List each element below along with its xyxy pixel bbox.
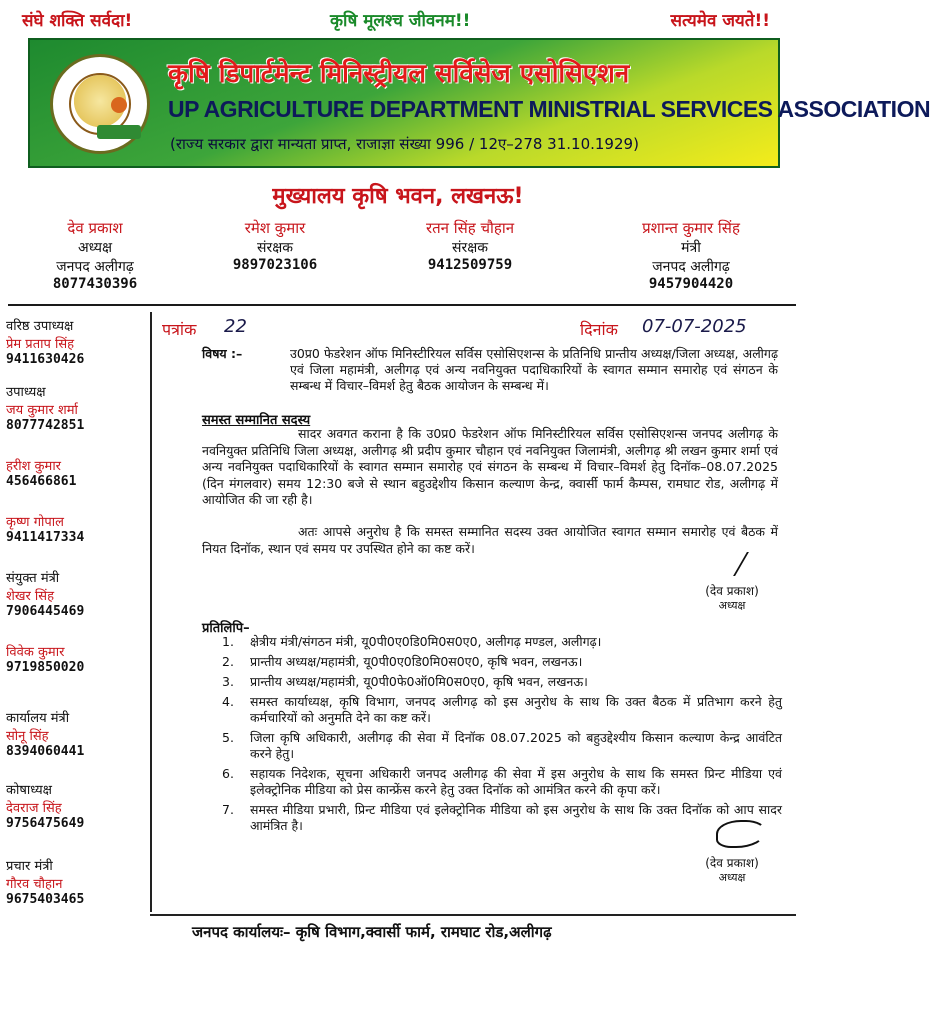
list-number: 4.: [222, 694, 234, 709]
officer-phone: 9457904420: [648, 276, 734, 292]
list-number: 2.: [222, 654, 234, 669]
association-name-hindi: कृषि डिपार्टमेन्ट मिनिस्ट्रीयल सर्विसेज एसोसिएशन: [168, 59, 630, 89]
sidebar-item: [6, 856, 150, 907]
list-item: [222, 634, 782, 650]
officer-name: देव प्रकाश: [67, 219, 123, 237]
sidebar-name: देवराज सिंह: [6, 801, 62, 816]
body-paragraph-2: अतः आपसे अनुरोध है कि समस्त सम्मानित सदस्य उक्त आयोजित स्वागत सम्मान समारोह एवं बैठक में नियत दिनॉक, स्थान एवं समय पर उपस्थित होने का कष्ट करें।: [202, 524, 778, 556]
officers-row: [20, 218, 780, 300]
reference-number: 22: [224, 316, 247, 337]
sidebar-item: [6, 512, 150, 545]
top-mottos: [0, 8, 796, 38]
list-number: 3.: [222, 674, 234, 689]
office-bearers-sidebar: [0, 312, 152, 912]
sidebar-name: शेखर सिंह: [6, 589, 54, 604]
sidebar-item: [6, 642, 150, 675]
sidebar-role: कार्यालय मंत्री: [6, 711, 70, 726]
sidebar-item: [6, 568, 150, 619]
motto-right: सत्यमेव जयते!!: [670, 11, 770, 31]
list-text: समस्त मीडिया प्रभारी, प्रिन्ट मीडिया एवं इलेक्ट्रोनिक मीडिया को इस अनुरोध के साथ कि उक्त दिनॉक को आप सादर आमंत्रित है।: [250, 802, 782, 833]
sidebar-role: कोषाध्यक्ष: [6, 783, 52, 798]
signature-block-2: [682, 820, 782, 886]
subject-text: उ0प्र0 फेडरेशन ऑफ मिनिस्टीरियल सर्विस एसोसिएशन्स के प्रतिनिधि प्रान्तीय अध्यक्ष/जिला अध्यक्ष, अलीगढ़ एवं जिला महामंत्री, अलीगढ़ एवं अन्य नवनियुक्त पदाधिकारियों के स्वागत सम्मान समारोह एवं संगठन के सम्बन्ध में विचार–विमर्श हेतु बैठक आयोजन के सम्बन्ध में।: [290, 346, 778, 393]
sidebar-role: प्रचार मंत्री: [6, 859, 53, 874]
officer-name: रतन सिंह चौहान: [425, 219, 515, 237]
list-number: 6.: [222, 766, 234, 781]
association-name-english: UP AGRICULTURE DEPARTMENT MINISTRIAL SERVICES ASSOCIATION: [168, 96, 930, 122]
officer-patron-2: [390, 218, 550, 273]
list-item: [222, 694, 782, 726]
sidebar-role: उपाध्यक्ष: [6, 385, 46, 400]
list-text: प्रान्तीय अध्यक्ष/महामंत्री, यू0पी0फे0ऑ0मि0स0ए0, कृषि भवन, लखनऊ।: [250, 674, 588, 689]
sidebar-name: गौरव चौहान: [6, 877, 63, 892]
reference-line: [162, 318, 786, 344]
officer-role: संरक्षक: [452, 240, 488, 256]
logo-emblem: [69, 73, 131, 135]
officer-role: अध्यक्ष: [77, 240, 113, 256]
letter-body: [162, 312, 786, 912]
list-item: [222, 654, 782, 670]
sidebar-name: सोनू सिंह: [6, 729, 49, 744]
sidebar-item: [6, 382, 150, 433]
headquarters-line: मुख्यालय कृषि भवन, लखनऊ!: [272, 184, 524, 209]
recognition-line: (राज्य सरकार द्वारा मान्यता प्राप्त, राजाज्ञा संख्या 996 / 12ए–278 31.10.1929): [170, 135, 639, 153]
sidebar-phone: 9411630426: [6, 352, 85, 367]
officer-role: मंत्री: [681, 240, 701, 256]
motto-center: कृषि मूलश्च जीवनम!!: [330, 11, 471, 31]
list-item: [222, 730, 782, 762]
sidebar-name: कृष्ण गोपाल: [6, 515, 64, 530]
sidebar-name: हरीश कुमार: [6, 459, 62, 474]
sidebar-item: [6, 456, 150, 489]
sidebar-phone: 7906445469: [6, 604, 85, 619]
sidebar-name: जय कुमार शर्मा: [6, 403, 78, 418]
association-logo-icon: [50, 54, 150, 154]
list-number: 1.: [222, 634, 234, 649]
list-item: [222, 674, 782, 690]
signature-mark-icon: [733, 552, 777, 576]
date-label: दिनांक: [580, 320, 618, 339]
sidebar-phone: 456466861: [6, 474, 77, 489]
signatory-name: (देव प्रकाश): [705, 856, 759, 870]
officer-patron-1: [210, 218, 340, 273]
sidebar-item: [6, 708, 150, 759]
motto-left: संघे शक्ति सर्वदा!: [22, 11, 133, 31]
list-text: क्षेत्रीय मंत्री/संगठन मंत्री, यू0पी0ए0डि0मि0स0ए0, अलीगढ़ मण्डल, अलीगढ़।: [250, 634, 602, 649]
officer-place: जनपद अलीगढ़: [56, 259, 134, 275]
list-number: 5.: [222, 730, 234, 745]
officer-name: प्रशान्त कुमार सिंह: [642, 219, 740, 237]
list-text: जिला कृषि अधिकारी, अलीगढ़ की सेवा में दिनॉक 08.07.2025 को बहुउद्देश्यीय किसान कल्याण केन्द्र आवंटित करने हेतु।: [250, 730, 782, 761]
signature-block-1: [682, 552, 782, 612]
addressee: समस्त सम्मानित सदस्य: [202, 413, 311, 428]
letterhead-banner: [28, 38, 930, 168]
sidebar-phone: 9675403465: [6, 892, 85, 907]
signatory-role: अध्यक्ष: [718, 599, 746, 612]
list-text: समस्त कार्याध्यक्ष, कृषि विभाग, जनपद अलीगढ़ को इस अनुरोध के साथ कि उक्त बैठक में प्रतिभाग करने हेतु कर्मचारियों को अनुमति देने का कष्ट करें।: [250, 694, 782, 725]
officer-place: जनपद अलीगढ़: [652, 259, 730, 275]
sidebar-name: प्रेम प्रताप सिंह: [6, 337, 75, 352]
officer-role: संरक्षक: [257, 240, 293, 256]
signature-scribble-icon: [716, 820, 766, 848]
date-value: 07-07-2025: [642, 316, 747, 337]
footer-address: जनपद कार्यालयः– कृषि विभाग,क्वार्सी फार्म, रामघाट रोड,अलीगढ़: [192, 923, 552, 941]
list-text: सहायक निदेशक, सूचना अधिकारी जनपद अलीगढ़ की सेवा में इस अनुरोध के साथ कि समस्त प्रिन्ट मीडिया एवं इलेक्ट्रोनिक मीडिया को प्रेस कान्फ्रेंस करने हेतु उक्त दिनॉक को आमंत्रित करने की कृपा करें।: [250, 766, 782, 797]
sidebar-item: [6, 780, 150, 831]
footer-divider: [150, 914, 796, 916]
list-text: प्रान्तीय अध्यक्ष/महामंत्री, यू0पी0ए0डि0मि0स0ए0, कृषि भवन, लखनऊ।: [250, 654, 583, 669]
officer-president: [20, 218, 170, 292]
officer-secretary: [602, 218, 780, 292]
sidebar-role: वरिष्ठ उपाध्यक्ष: [6, 319, 74, 334]
list-number: 7.: [222, 802, 234, 817]
copy-to-label: प्रतिलिपि–: [202, 621, 250, 636]
body-paragraph-1: सादर अवगत कराना है कि उ0प्र0 फेडरेशन ऑफ मिनिस्टीरियल सर्विस एसोसिएशन्स जनपद अलीगढ़ के नवनियुक्त प्रतिनिधि जिला अध्यक्ष, अलीगढ़ श्री प्रदीप कुमार चौहान एवं नवनियुक्त जिलामंत्री, अलीगढ़ श्री लखन कुमार शर्मा एवं अन्य नवनियुक्त पदाधिकारियों के स्वागत सम्मान समारोह एवं संगठन के सम्बन्ध में विचार–विमर्श हेतु दिनॉक–08.07.2025 (दिन मंगलवार) समय 12:30 बजे से स्थान बहुउद्देशीय किसान कल्याण केन्द्र, क्वार्सी फार्म कैम्पस, रामघाट रोड, अलीगढ़ में आयोजित की जा रही है।: [202, 426, 778, 507]
subject-label: विषय :–: [202, 346, 243, 361]
sidebar-phone: 9756475649: [6, 816, 85, 831]
sidebar-name: विवेक कुमार: [6, 645, 65, 660]
logo-field-icon: [97, 125, 141, 139]
sidebar-phone: 8077742851: [6, 418, 85, 433]
sidebar-phone: 8394060441: [6, 744, 85, 759]
list-item: [222, 766, 782, 798]
sidebar-role: संयुक्त मंत्री: [6, 571, 60, 586]
officer-phone: 9412509759: [427, 257, 513, 273]
header-divider: [8, 304, 796, 306]
officer-name: रमेश कुमार: [244, 219, 306, 237]
logo-sun-icon: [111, 97, 127, 113]
signatory-name: (देव प्रकाश): [705, 584, 759, 598]
copy-to-list: [222, 634, 782, 838]
sidebar-item: [6, 316, 150, 367]
sidebar-phone: 9719850020: [6, 660, 85, 675]
officer-phone: 9897023106: [232, 257, 318, 273]
sidebar-phone: 9411417334: [6, 530, 85, 545]
officer-phone: 8077430396: [52, 276, 138, 292]
reference-label: पत्रांक: [162, 320, 197, 339]
signatory-role: अध्यक्ष: [718, 871, 746, 884]
